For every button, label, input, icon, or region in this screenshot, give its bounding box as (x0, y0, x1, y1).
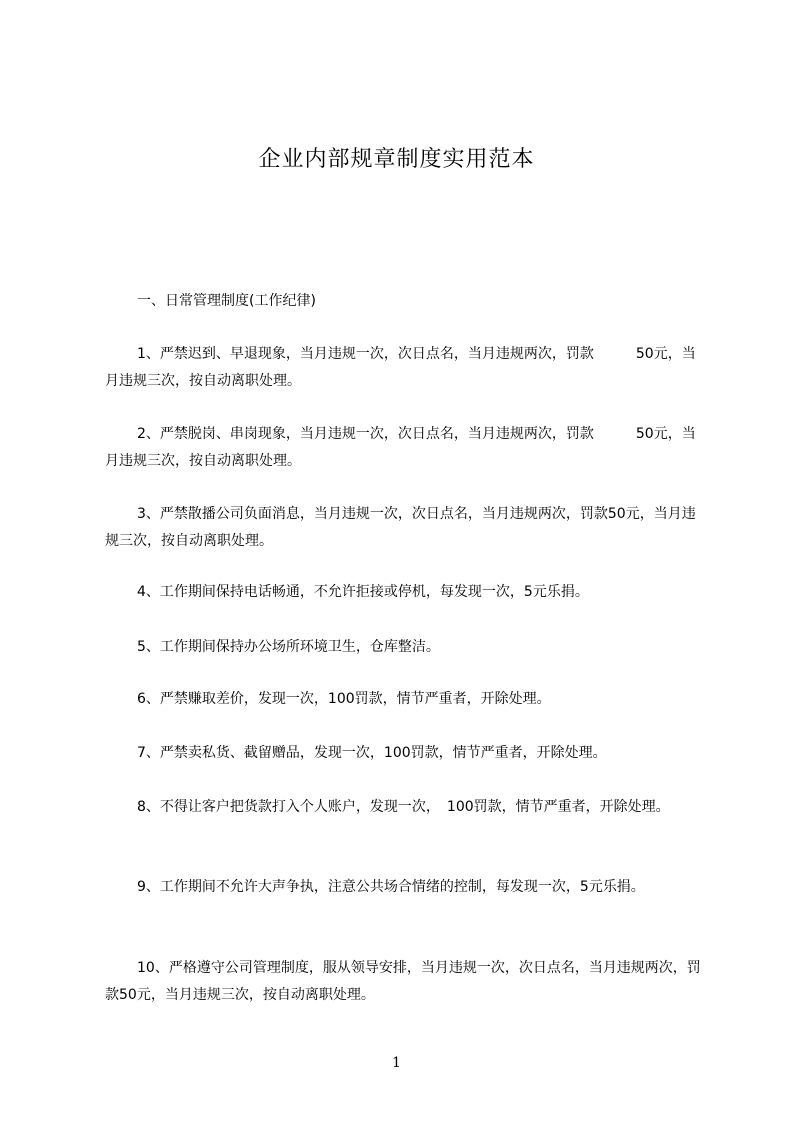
rule-item-3: 3、严禁散播公司负面消息，当月违规一次，次日点名，当月违规两次，罚款50元，当月违规三次，按自动离职处理。 (105, 506, 696, 549)
rule-item-1: 1、严禁迟到、早退现象，当月违规一次，次日点名，当月违规两次，罚款 50元，当月违规三次，按自动离职处理。 (105, 346, 696, 389)
rule-item-7: 7、严禁卖私货、截留赠品，发现一次，100罚款，情节严重者，开除处理。 (137, 745, 607, 761)
rule-item-5: 5、工作期间保持办公场所环境卫生，仓库整洁。 (137, 639, 440, 655)
document-title: 企业内部规章制度实用范本 (258, 147, 535, 172)
rule-item-10: 10、严格遵守公司管理制度，服从领导安排，当月违规一次，次日点名，当月违规两次，罚款50元，当月违规三次，按自动离职处理。 (105, 960, 701, 1003)
rule-item-9: 9、工作期间不允许大声争执，注意公共场合情绪的控制，每发现一次，5元乐捐。 (137, 879, 645, 895)
rule-item-2: 2、严禁脱岗、串岗现象，当月违规一次，次日点名，当月违规两次，罚款 50元，当月违规三次，按自动离职处理。 (105, 426, 696, 469)
section-heading: 一、日常管理制度(工作纪律) (137, 293, 316, 309)
page-number: 1 (392, 1055, 401, 1071)
rule-item-8: 8、不得让客户把货款打入个人账户，发现一次， 100罚款，情节严重者，开除处理。 (137, 799, 670, 815)
rule-item-4: 4、工作期间保持电话畅通，不允许拒接或停机，每发现一次，5元乐捐。 (137, 584, 589, 600)
rule-item-6: 6、严禁赚取差价，发现一次，100罚款，情节严重者，开除处理。 (137, 691, 551, 707)
